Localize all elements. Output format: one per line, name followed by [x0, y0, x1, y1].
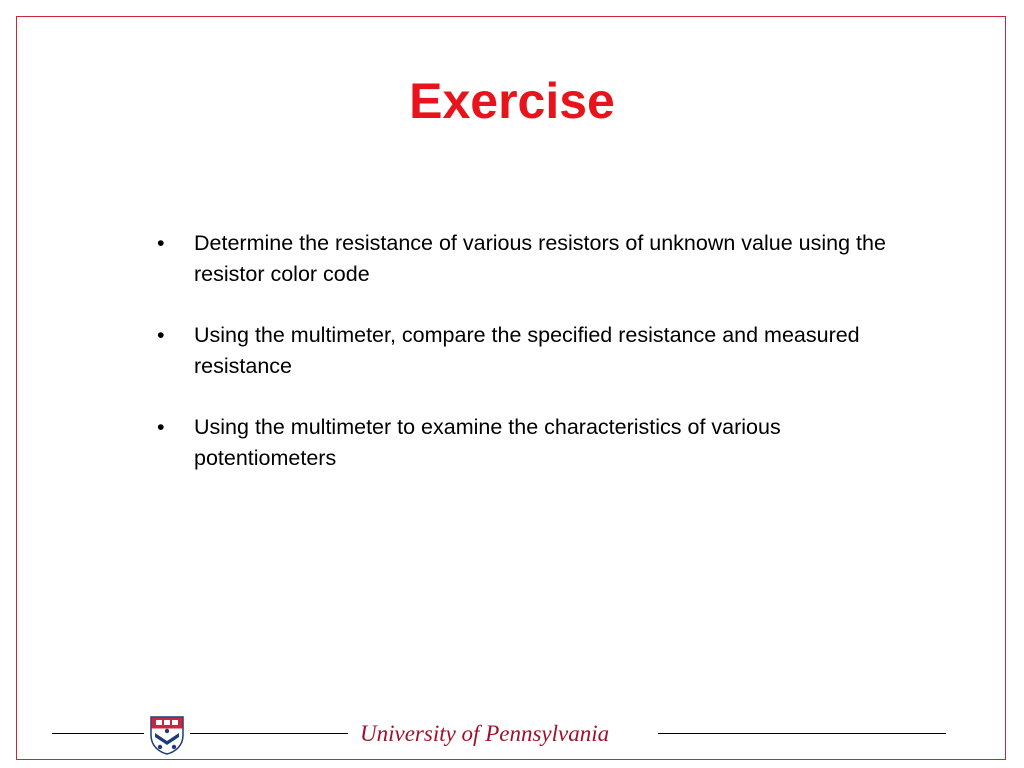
bullet-dot: •	[157, 231, 165, 255]
bullet-text: Determine the resistance of various resistors of unknown value using the resistor color code	[194, 231, 886, 286]
bullet-text: Using the multimeter to examine the characteristics of various potentiometers	[194, 415, 781, 470]
slide-title: Exercise	[409, 73, 615, 129]
footer-rule-middle	[190, 733, 348, 734]
footer-rule-right	[658, 733, 946, 734]
bullet-dot: •	[157, 415, 165, 439]
bullet-dot: •	[157, 323, 165, 347]
university-shield-icon	[148, 715, 186, 755]
bullet-list	[157, 228, 897, 504]
list-item	[157, 320, 897, 382]
footer-institution: University of Pennsylvania	[360, 721, 610, 746]
list-item	[157, 412, 897, 474]
shield-graphic	[148, 715, 186, 755]
footer-rule-left	[52, 733, 144, 734]
bullet-text: Using the multimeter, compare the specified resistance and measured resistance	[194, 323, 860, 378]
list-item	[157, 228, 897, 290]
